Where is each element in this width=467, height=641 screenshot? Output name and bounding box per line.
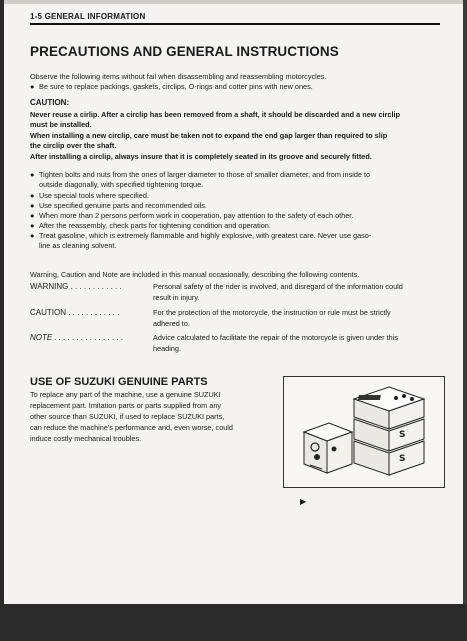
genuine-line-2: replacement part. Imitation parts or parts supplied from any bbox=[30, 401, 222, 410]
intro-text: Observe the following items without fail when disassembling and reassembling motorcycles. bbox=[30, 72, 327, 81]
running-header: 1-5 GENERAL INFORMATION bbox=[30, 12, 440, 25]
bullet-icon: ● bbox=[30, 231, 35, 240]
genuine-line-3: other source than SUZUKI, if used to replace SUZUKI parts, bbox=[30, 412, 225, 421]
genuine-line-1: To replace any part of the machine, use a genuine SUZUKI bbox=[30, 390, 221, 399]
def-caution-line-2: adhered to. bbox=[153, 319, 190, 328]
def-note-line-2: heading. bbox=[153, 344, 181, 353]
term-caution: CAUTION . . . . . . . . . . . . bbox=[30, 308, 120, 317]
page-top-shadow bbox=[0, 0, 467, 4]
caution-line-1: Never reuse a cirlip. After a circlip has been removed from a shaft, it should be discarded and a new circlip bbox=[30, 110, 400, 119]
caution-line-3: When installing a new circlip, care must be taken not to expand the end gap larger than required to slip bbox=[30, 131, 388, 140]
genuine-line-4: can reduce the machine's performance and, even worse, could bbox=[30, 423, 233, 432]
bullet-icon: ● bbox=[30, 211, 35, 220]
caution-line-5: After installing a circlip, always insure that it is completely seated in its groove and securely fitted. bbox=[30, 152, 372, 161]
caution-line-2: must be installed. bbox=[30, 120, 92, 129]
bullet-icon: ● bbox=[30, 201, 35, 210]
genuine-parts-boxes-figure bbox=[283, 376, 445, 488]
arrow-mark: ▶ bbox=[300, 497, 307, 506]
bullet-icon: ● bbox=[30, 191, 35, 200]
def-warning-line-2: result in injury. bbox=[153, 293, 200, 302]
svg-text:S: S bbox=[399, 454, 406, 464]
genuine-line-5: induce costly mechanical troubles. bbox=[30, 434, 142, 443]
def-warning-line-1: Personal safety of the rider is involved, and disregard of the information could bbox=[153, 282, 403, 291]
section-heading-genuine-parts: USE OF SUZUKI GENUINE PARTS bbox=[30, 376, 208, 388]
page-title: PRECAUTIONS AND GENERAL INSTRUCTIONS bbox=[30, 44, 339, 59]
bullet-icon: ● bbox=[30, 221, 35, 230]
page-bottom-band bbox=[0, 604, 467, 641]
bullet-icon: ● bbox=[30, 170, 35, 179]
term-warning: WARNING . . . . . . . . . . . . bbox=[30, 282, 122, 291]
svg-text:S: S bbox=[399, 430, 406, 440]
caution-heading: CAUTION: bbox=[30, 98, 70, 107]
manual-page: 1-5 GENERAL INFORMATION PRECAUTIONS AND GENERAL INSTRUCTIONS Observe the following items without fail when disassembling and reassembling motorcycles. ● Be sure to replace packings, gaskets, circlips, O-rings and cotter pins with new ones. CAUTION: Never reuse a cirlip. After a circlip has been removed from a shaft, it should be discarded and a new circlip must be installed. When installing a new circlip, care must be taken not to expand the end gap larger than required to slip the circlip over the shaft. After installing a circlip, always insure that it is completely seated in its groove and securely fitted. ● Tighten bolts and nuts from the ones of larger diameter to those of smaller diameter, and from inside to outside diagonally, with specified tightening torque. ● Use special tools where specified. ● Use specified genuine parts and recommended oils. ● When more than 2 persons perform work in cooperation, pay attention to the safety of each other. ● After the reassembly, check parts for tightening condition and operation. ● Treat gasoline, which is extremely flammable and highly explosive, with greatest care. Never use gaso- line as cleaning solvent. Warning, Caution and Note are included in this manual occasionally, describing the following contents. WARNING . . . . . . . . . . . . Personal safety of the rider is involved, and disregard of the information could result in injury. CAUTION . . . . . . . . . . . . For the protection of the motorcycle, the instruction or rule must be strictly adhered to. NOTE . . . . . . . . . . . . . . . . Advice calculated to facilitate the repair of the motorcycle is given under this heading. USE OF SUZUKI GENUINE PARTS To replace any part of the machine, use a genuine SUZUKI replacement part. Imitation parts or parts supplied from any other source than SUZUKI, if used to replace SUZUKI parts, can reduce the machine's performance and, even worse, could induce costly mechanical troubles. S S ▶ bbox=[0, 0, 467, 641]
def-note-line-1: Advice calculated to facilitate the repair of the motorcycle is given under this bbox=[153, 333, 398, 342]
caution-line-4: the circlip over the shaft. bbox=[30, 141, 117, 150]
term-note: NOTE . . . . . . . . . . . . . . . . bbox=[30, 333, 124, 342]
def-caution-line-1: For the protection of the motorcycle, the instruction or rule must be strictly bbox=[153, 308, 391, 317]
page-right-edge bbox=[463, 0, 467, 641]
parts-boxes-illustration bbox=[284, 377, 444, 487]
notice-intro: Warning, Caution and Note are included in this manual occasionally, describing the following contents. bbox=[30, 270, 360, 279]
bullet-icon: ● bbox=[30, 82, 35, 91]
page-left-edge bbox=[0, 0, 4, 641]
